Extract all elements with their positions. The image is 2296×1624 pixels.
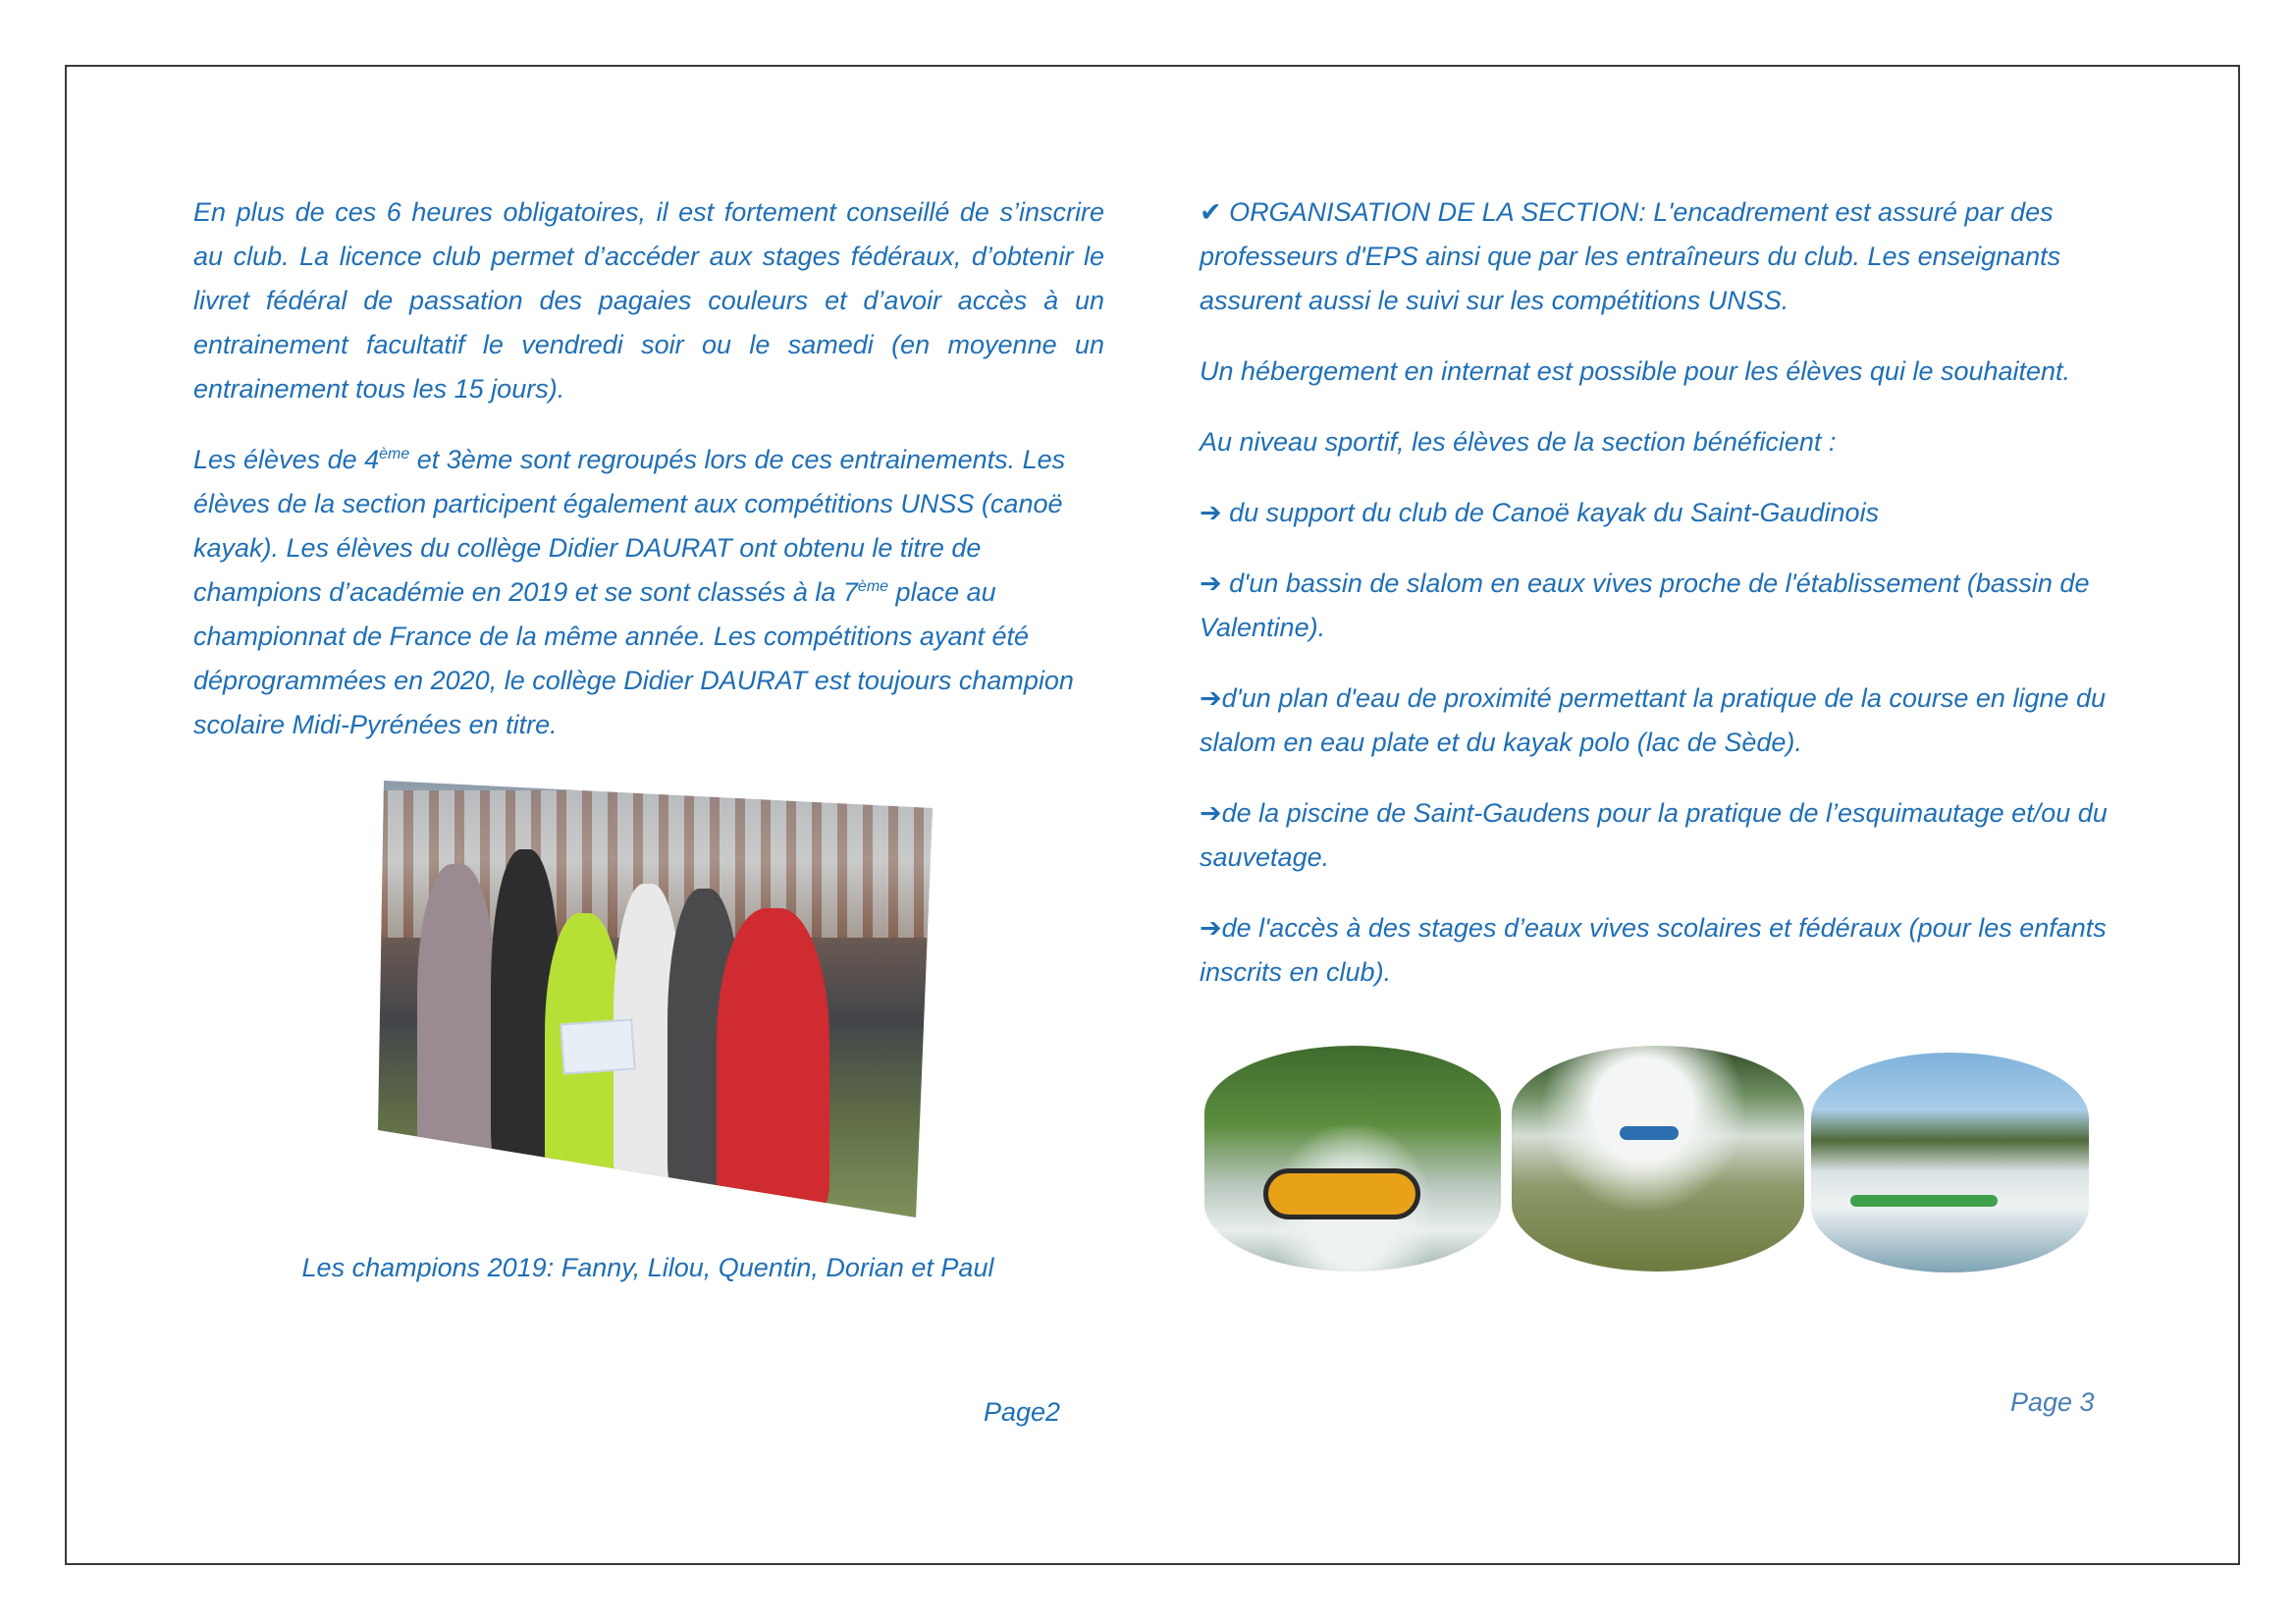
arrow-icon: ➔: [1200, 798, 1222, 828]
left-page-text: [193, 190, 1104, 774]
paragraph-club: En plus de ces 6 heures obligatoires, il est fortement conseillé de s’inscrire au club. La licence club permet d’accéder aux stages fédéraux, d’obtenir le livret fédéral de passation des pagaies couleurs et d’avoir accès à un entrainement facultatif le vendredi soir ou le samedi (en moyenne un entrainement tous les 15 jours).: [193, 197, 1104, 404]
paragraph-competitions: Les élèves de 4ème et 3ème sont regroupés lors de ces entrainements. Les élèves de la section participent également aux compétitions UNSS (canoë kayak). Les élèves du collège Didier DAURAT ont obtenu le titre de champions d’académie en 2019 et se sont classés à la 7ème place au championnat de France de la même année. Les compétitions ayant été déprogrammées en 2020, le collège Didier DAURAT est toujours champion scolaire Midi-Pyrénées en titre.: [193, 445, 1074, 739]
photo-person: [717, 908, 829, 1213]
whitewater-kayak-photo: [1512, 1046, 1804, 1272]
photo-diploma: [560, 1018, 635, 1074]
weir-kayak-photo: [1811, 1053, 2089, 1272]
raft-shape: [1263, 1168, 1420, 1219]
right-page-text: [1200, 190, 2122, 1021]
kayak-shape: [1850, 1195, 1998, 1207]
list-item: ➔d'un plan d'eau de proximité permettant la pratique de la course en ligne du slalom en eau plate et du kayak polo (lac de Sède).: [1200, 683, 2107, 757]
list-item: ➔de l'accès à des stages d’eaux vives scolaires et fédéraux (pour les enfants inscrits en club).: [1200, 913, 2107, 987]
arrow-icon: ➔: [1200, 568, 1222, 598]
page-number-right: Page 3: [2010, 1387, 2095, 1417]
list-item: ➔ d'un bassin de slalom en eaux vives proche de l'établissement (bassin de Valentine).: [1200, 568, 2090, 642]
page-number-left: Page2: [984, 1397, 1061, 1427]
check-icon: ✔: [1200, 197, 1222, 227]
paragraph-organisation: ✔ ORGANISATION DE LA SECTION: L'encadrement est assuré par des professeurs d'EPS ainsi que par les entraîneurs du club. Les enseignants assurent aussi le suivi sur les compétitions UNSS.: [1200, 197, 2061, 315]
paragraph-internat: Un hébergement en internat est possible pour les élèves qui le souhaitent.: [1200, 356, 2071, 386]
arrow-icon: ➔: [1200, 498, 1222, 527]
list-item: ➔de la piscine de Saint-Gaudens pour la pratique de l’esquimautage et/ou du sauvetage.: [1200, 798, 2108, 872]
arrow-icon: ➔: [1200, 913, 1222, 943]
paragraph-intro: Au niveau sportif, les élèves de la section bénéficient :: [1200, 427, 1837, 457]
photo-person: [417, 864, 496, 1159]
arrow-icon: ➔: [1200, 683, 1222, 713]
rafting-photo: [1204, 1046, 1501, 1272]
list-item: ➔ du support du club de Canoë kayak du Saint-Gaudinois: [1200, 498, 1880, 527]
kayak-shape: [1620, 1126, 1679, 1140]
photo-caption: Les champions 2019: Fanny, Lilou, Quentin, Dorian et Paul: [301, 1253, 994, 1282]
